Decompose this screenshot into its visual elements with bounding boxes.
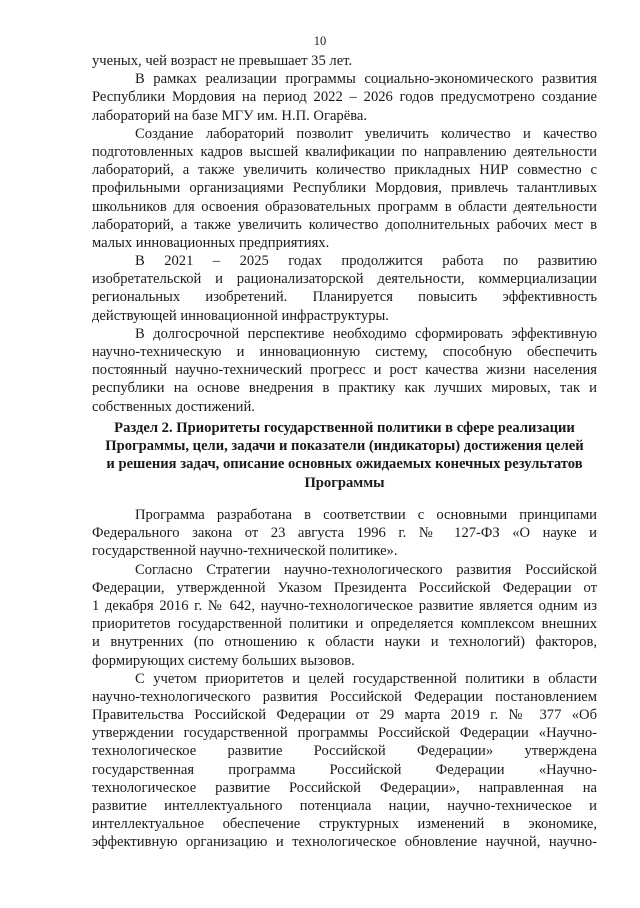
text-line: региональных изобретений. Планируется повысить эффективность bbox=[92, 289, 597, 306]
text-line: Республики Мордовия на период 2022 – 2026 годов предусмотрено создание bbox=[92, 89, 597, 106]
text-line: развитие интеллектуального потенциала нации, научно-техническое и bbox=[92, 798, 597, 814]
text-line: приоритетов государственной политики и определяется комплексом внешних bbox=[92, 616, 597, 633]
text-line: научно-технологического развития Российской Федерации постановлением bbox=[92, 688, 597, 705]
text-line: интеллектуальное обеспечение структурных изменений в экономике, bbox=[92, 816, 597, 833]
text-line: действующей инновационной инфраструктуры. bbox=[92, 307, 389, 324]
text-line: технологическое развитие Российской Федерации», направленная на bbox=[92, 779, 597, 796]
text-line: технологическое развитие Российской Федерации» утверждена bbox=[92, 743, 597, 760]
text-line: подготовленных кадров высшей квалификации по направлению деятельности bbox=[92, 143, 597, 160]
text-block-intro bbox=[92, 52, 597, 416]
text-block-section bbox=[92, 506, 597, 852]
text-line: В 2021 – 2025 годах продолжится работа по развитию bbox=[135, 253, 597, 270]
text-line: лабораторий, а также увеличить количество прикладных НИР совместно с bbox=[92, 162, 597, 179]
text-line: Согласно Стратегии научно-технологического развития Российской bbox=[135, 561, 597, 578]
text-line: Федерации, утвержденной Указом Президента Российской Федерации от bbox=[92, 579, 597, 596]
text-line: школьников для освоения образовательных программ в области деятельности bbox=[92, 198, 597, 215]
text-line: Программа разработана в соответствии с основными принципами bbox=[135, 507, 597, 523]
heading-line: и решения задач, описание основных ожидаемых конечных результатов bbox=[106, 456, 583, 473]
text-line: 1 декабря 2016 г. № 642, научно-технологическое развитие является одним из bbox=[92, 597, 597, 614]
text-line: республики на основе внедрения в практику как лучших мировых, так и bbox=[92, 380, 597, 397]
text-line: Федерального закона от 23 августа 1996 г. № 127-ФЗ «О науке и bbox=[92, 525, 597, 542]
text-line: государственной научно-технической политике». bbox=[92, 543, 398, 560]
text-line: лабораторий на базе МГУ им. Н.П. Огарёва. bbox=[92, 107, 368, 124]
text-line: малых инновационных предприятиях. bbox=[92, 234, 330, 251]
text-line: Создание лабораторий позволит увеличить количество и качество bbox=[135, 125, 597, 142]
text-line: В долгосрочной перспективе необходимо сформировать эффективную bbox=[135, 325, 597, 342]
text-line: В рамках реализации программы социально-экономического развития bbox=[135, 71, 597, 88]
text-line: научно-техническую и инновационную систему, способную обеспечить bbox=[92, 344, 597, 360]
heading-line: Раздел 2. Приоритеты государственной политики в сфере реализации bbox=[114, 420, 575, 436]
text-line: эффективную организацию и технологическое обновление научной, научно- bbox=[92, 834, 597, 851]
section-heading bbox=[92, 419, 597, 492]
text-line: лабораторий, а также увеличить количество дополнительных рабочих мест в bbox=[92, 216, 597, 233]
text-line: собственных достижений. bbox=[92, 398, 255, 415]
page-number: 10 bbox=[313, 34, 327, 48]
text-line: формирующих систему больших вызовов. bbox=[92, 652, 355, 669]
text-line: и внутренних (по отношению к области науки и технологий) факторов, bbox=[92, 634, 597, 651]
text-line: С учетом приоритетов и целей государственной политики в области bbox=[135, 670, 597, 687]
text-line: изобретательской и рационализаторской деятельности, коммерциализации bbox=[92, 271, 597, 288]
text-line: ученых, чей возраст не превышает 35 лет. bbox=[92, 53, 353, 69]
text-line: Правительства Российской Федерации от 29 марта 2019 г. № 377 «Об bbox=[92, 707, 597, 724]
heading-line: Программы bbox=[304, 474, 385, 491]
text-line: утверждении государственной программы Российской Федерации «Научно- bbox=[92, 725, 597, 742]
text-line: постоянный научно-технический прогресс и рост качества жизни населения bbox=[92, 362, 597, 379]
text-line: государственная программа Российской Федерации «Научно- bbox=[92, 761, 597, 778]
heading-line: Программы, цели, задачи и показатели (индикаторы) достижения целей bbox=[105, 438, 584, 455]
text-line: профильными организациями Республики Мордовия, привлечь талантливых bbox=[92, 180, 597, 197]
